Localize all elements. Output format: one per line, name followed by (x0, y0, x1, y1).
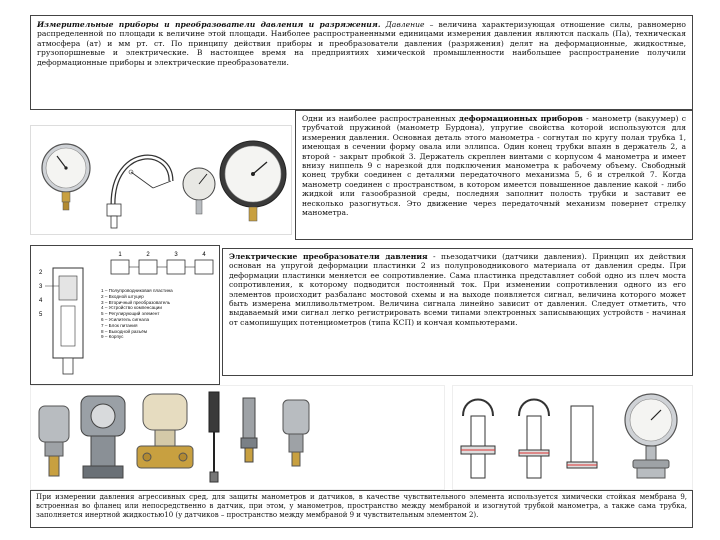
membrane-schematic-3 (567, 406, 597, 468)
legend-item: 7 – Блок питания (101, 322, 138, 328)
legend-item: 5 – Регулирующий элемент (101, 311, 160, 317)
pressure-sensor-probe-photo (209, 392, 219, 482)
legend-item: 9 – Корпус (101, 334, 124, 340)
diagram-legend (101, 288, 173, 340)
legend-item: 8 – Выходной разъём (101, 328, 147, 334)
intro-paragraph (37, 20, 686, 67)
pressure-gauge-photo-3 (220, 141, 286, 221)
legend-item: 4 – Устройство компенсации (101, 305, 162, 311)
membrane-diagram-2 (519, 400, 549, 479)
deformation-pre: Одни из наиболее распространенных (302, 114, 459, 123)
deformation-lead: деформационных приборов (458, 114, 583, 123)
gauges-svg (31, 126, 293, 236)
membrane-box (30, 490, 693, 528)
sensor-diagram (30, 245, 220, 385)
intro-body: – величина характеризующая отношение силы, равномерно распределенной по площади к величине этой площади. Наиболее распространенными единицами измерения давления являются паскаль (Па), техническая атмосфера (ат) и мм рт. ст. По принципу действия приборы и преобразователи давления (разряжения) делят на деформационные, жидкостные, грузопоршневые и электрические. В настоящее время на предприятиях химической промышленности наибольшее распространение получили деформационные приборы и электрические преобразователи. (37, 20, 686, 67)
pressure-gauge-photo-2 (183, 168, 215, 214)
membrane-svg (453, 386, 694, 491)
legend-item: 3 – Вторичный преобразователь (101, 299, 171, 305)
intro-lead: Измерительные приборы и преобразователи давления и разряжения. (37, 20, 381, 29)
sensor-photos (30, 385, 445, 490)
sensor-body-drawing (45, 268, 83, 374)
block-number-1: 1 (118, 252, 122, 258)
legend-item: 1 – Полупроводниковая пластина (101, 288, 173, 293)
pressure-transmitter-photo-4 (241, 398, 257, 462)
pressure-transmitter-photo-2 (81, 396, 125, 478)
block-number-3: 3 (174, 252, 178, 258)
pressure-transmitter-photo-3 (137, 394, 193, 468)
membrane-gauge-photo (625, 394, 677, 478)
deformation-box (295, 110, 693, 240)
side-number-3: 3 (39, 284, 43, 290)
electric-box (222, 248, 693, 376)
electric-paragraph (229, 252, 686, 327)
gauges-figure (30, 125, 292, 235)
deformation-body: - манометр (вакуумер) с трубчатой пружиной (манометр Бурдона), упругие свойства которой используются для измерения давления. Основная деталь этого манометра - согнутая по кругу полая трубка 1, имеющая в сечении форму овала или эллипса. Один конец трубки впаян в держатель 2, а второй - закрыт пробкой 3. Держатель скреплен винтами с корпусом 4 манометра и имеет внизу ниппель 9 с нарезкой для подключения манометра к рабочему объему. Свободный конец трубки соединен с деталями передаточного механизма 5, 6 и стрелкой 7. Когда манометр соединен с пространством, в котором имеется повышенное давление какой - либо жидкой или газообразной среды, последняя заполнит полость трубки и заставит ее несколько разогнуться. Это движение через передаточный механизм повернет стрелку манометра. (302, 114, 686, 218)
electric-body: - пьезодатчики (датчики давления). Принцип их действия основан на упругой деформации пластинки 2 из полупроводникового материала от давления среды. При деформации пластинки меняется ее сопротивление. Сама пластинка представляет собой одно из плеч моста сопротивления, к которому подводится постоянный ток. При изменении сопротивления одного из его элементов происходит разбаланс мостовой схемы и на выходе появляется сигнал, величина которого может быть измерена милливольтметром. Величина сигнала линейно зависит от давления. Следует отметить, что выдаваемый ими сигнал легко регистрировать всеми типами электронных записывающих устройств - начиная от самопишущих потенциометров (типа КСП) и кончая компьютерами. (229, 252, 686, 327)
pressure-transmitter-photo-5 (283, 400, 309, 466)
bourdon-tube-diagram (107, 157, 171, 228)
membrane-figure (452, 385, 693, 490)
side-number-2: 2 (39, 270, 43, 276)
block-number-4: 4 (202, 252, 206, 258)
electric-lead: Электрические преобразователи давления (229, 252, 428, 261)
side-number-5: 5 (39, 312, 43, 318)
legend-item: 6 – Усилитель сигнала (101, 316, 150, 322)
block-number-2: 2 (146, 252, 150, 258)
intro-box (30, 15, 693, 110)
deformation-paragraph (302, 114, 686, 217)
membrane-paragraph: При измерении давления агрессивных сред, для защиты манометров и датчиков, в качестве чувствительного элемента используется химически стойкая мембрана 9, встроенная во фланец или непосредственно в датчик, при этом, у манометров, пространство между мембраной и изогнутой трубкой манометра, а также сама трубка, заполняется инертной жидкостью10 (у датчиков – пространство между мембраной 9 и чувствительным элементом 2). (36, 493, 687, 519)
pressure-gauge-photo-1 (42, 144, 90, 210)
block-diagram (111, 260, 213, 274)
legend-item: 2 – Входной штуцер (101, 293, 144, 299)
membrane-diagram-1 (461, 400, 495, 479)
pressure-transmitter-photo-1 (39, 406, 69, 476)
sensor-photos-svg (31, 386, 446, 491)
side-number-4: 4 (39, 298, 43, 304)
intro-term: Давление (385, 20, 425, 29)
